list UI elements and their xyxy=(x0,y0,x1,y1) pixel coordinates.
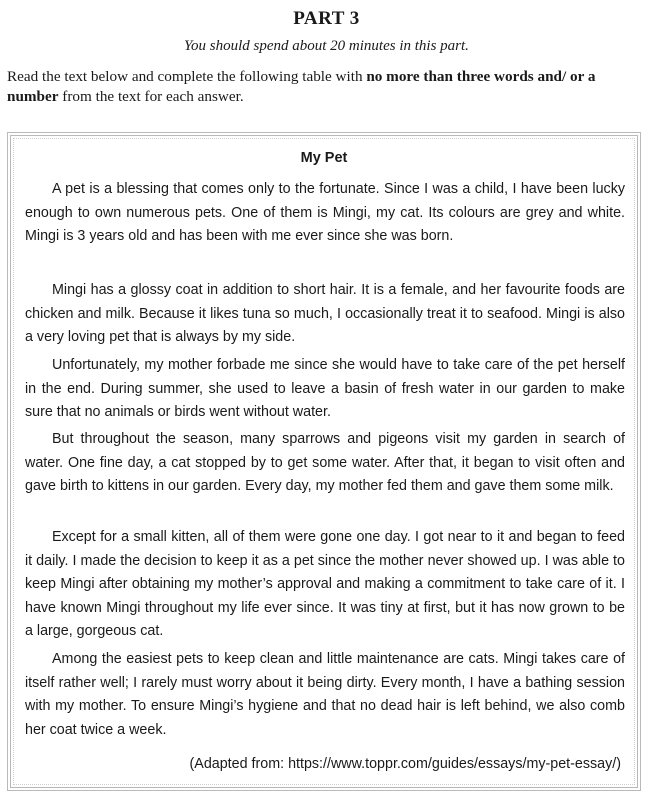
source-citation xyxy=(190,756,621,772)
instructions-middle: from the text for each answer. xyxy=(58,88,244,105)
source-close: ) xyxy=(616,756,621,772)
instructions-lead: Read the text below and complete the following table with xyxy=(7,68,367,85)
instructions-word-limit: no more than three words and/ or a number xyxy=(7,68,596,105)
passage-paragraph-6: Among the easiest pets to keep clean and little maintenance are cats. Mingi takes care of itself rather well; I rarely must worry about it being dirty. Every month, I have a bathing session with my mother. To ensure Mingi’s hygiene and that no dead hair is left behind, we also comb her coat twice a week. xyxy=(25,651,625,738)
source-label: (Adapted from: xyxy=(189,756,289,772)
task-instructions xyxy=(7,67,647,107)
passage-paragraph-5: Except for a small kitten, all of them were gone one day. I got near to it and began to feed it daily. I made the decision to keep it as a pet since the mother never showed up. I was able to keep Mingi after obtaining my mother’s approval and making a commitment to take care of it. I have known Mingi throughout my life ever since. It was tiny at first, but it has now grown to be a large, gorgeous cat. xyxy=(25,529,625,639)
passage-paragraph-2: Mingi has a glossy coat in addition to short hair. It is a female, and her favourite foods are chicken and milk. Because it likes tuna so much, I occasionally treat it to seafood. Mingi is also a very loving pet that is always by my side. xyxy=(25,282,625,345)
passage-paragraph-4: But throughout the season, many sparrows and pigeons visit my garden in search of water. One fine day, a cat stopped by to get some water. After that, it began to visit often and gave birth to kittens in our garden. Every day, my mother fed them and gave them some milk. xyxy=(25,431,625,494)
time-instruction: You should spend about 20 minutes in this part. xyxy=(184,38,469,54)
passage-paragraph-1: A pet is a blessing that comes only to the fortunate. Since I was a child, I have been lucky enough to own numerous pets. One of them is Mingi, my cat. Its colours are grey and white. Mingi is 3 years old and has been with me ever since she was born. xyxy=(25,181,625,244)
part-title: PART 3 xyxy=(293,8,360,29)
source-link[interactable]: https://www.toppr.com/guides/essays/my-pet-essay/ xyxy=(288,756,617,772)
passage-title: My Pet xyxy=(300,150,348,166)
passage-paragraph-3: Unfortunately, my mother forbade me since she would have to take care of the pet herself in the end. During summer, she used to leave a basin of fresh water in our garden to make sure that no animals or birds went without water. xyxy=(25,357,625,420)
reading-passage-box xyxy=(7,132,641,791)
